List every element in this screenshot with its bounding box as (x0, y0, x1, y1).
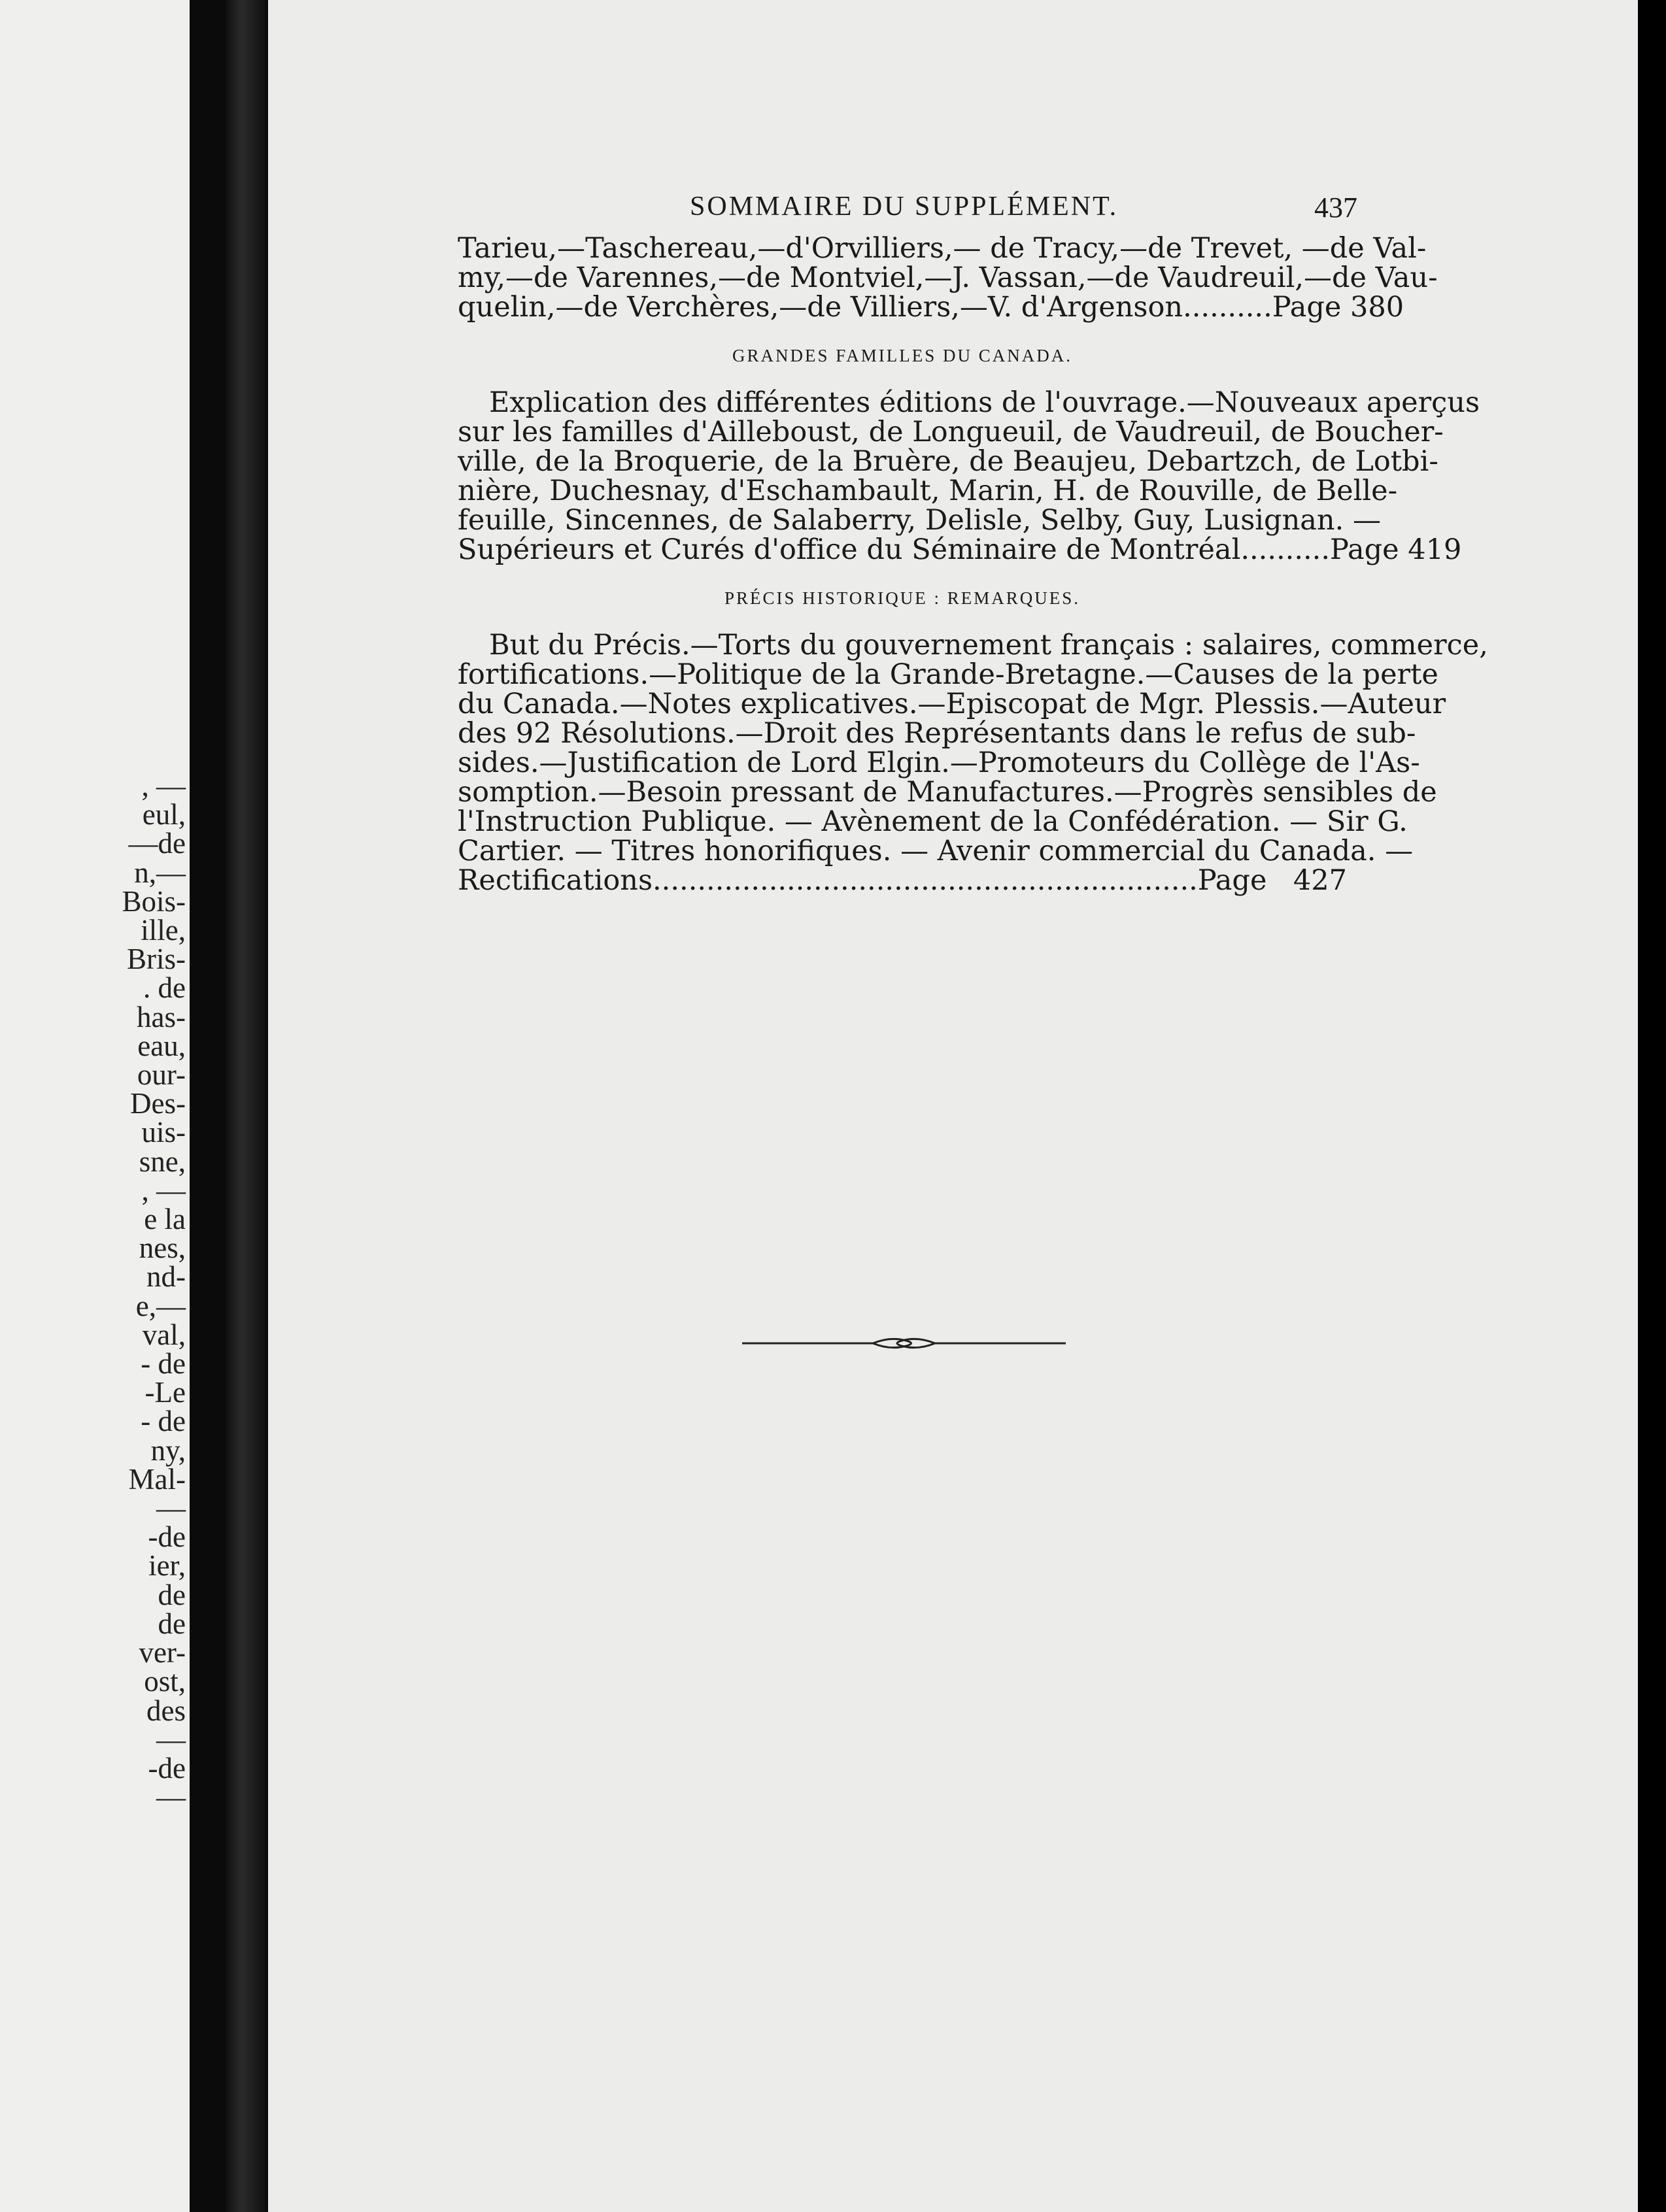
fragment-line: - de (141, 1405, 186, 1438)
fragment-line: de (158, 1607, 186, 1640)
fragment-line: -Le (144, 1376, 186, 1409)
fragment-line: de (158, 1578, 186, 1611)
text-line: Explication des différentes éditions de l'ouvrage.—Nouveaux aperçus (489, 386, 1480, 419)
fragment-line: ost, (144, 1665, 186, 1698)
fragment-line: — (156, 1781, 186, 1814)
fragment-line: , — (141, 769, 186, 802)
text-line: somption.—Besoin pressant de Manufactures.—Progrès sensibles de (458, 776, 1437, 809)
text-line: des 92 Résolutions.—Droit des Représentants dans le refus de sub- (458, 717, 1416, 750)
previous-page-line-endings (0, 769, 190, 1814)
fragment-line: ny, (150, 1433, 186, 1467)
text-line: sides.—Justification de Lord Elgin.—Promoteurs du Collège de l'As- (458, 746, 1420, 779)
page-number: 437 (1314, 192, 1357, 224)
fragment-line: -de (148, 1520, 186, 1554)
section-heading-precis-historique: PRÉCIS HISTORIQUE : REMARQUES. (724, 588, 1081, 608)
fragment-line: Bois- (122, 884, 186, 918)
fragment-line: val, (142, 1318, 186, 1351)
section-paragraph-grandes-familles (458, 386, 1480, 566)
fragment-line: des (146, 1694, 186, 1727)
text-line: ville, de la Broquerie, de la Bruère, de Beaujeu, Debartzch, de Lotbi- (458, 445, 1438, 478)
fragment-line: ver- (139, 1636, 186, 1669)
ornament-rule (742, 1333, 1066, 1353)
fragment-line: - de (141, 1347, 186, 1381)
running-title: SOMMAIRE DU SUPPLÉMENT. (690, 192, 1119, 222)
text-line: nière, Duchesnay, d'Eschambault, Marin, H. de Rouville, de Belle- (458, 475, 1398, 507)
text-line: feuille, Sincennes, de Salaberry, Delisle, Selby, Guy, Lusignan. — (458, 504, 1381, 537)
fragment-line: our- (137, 1058, 186, 1092)
text-line: Cartier. — Titres honorifiques. — Avenir commercial du Canada. — (458, 835, 1414, 867)
fragment-line: -de (148, 1751, 186, 1785)
fragment-line: nd- (146, 1260, 186, 1294)
fragment-line: . de (143, 971, 186, 1005)
text-line: sur les familles d'Ailleboust, de Longueuil, de Vaudreuil, de Boucher- (458, 416, 1444, 448)
previous-page-fragment (0, 0, 190, 2212)
fragment-line: e,— (135, 1289, 186, 1322)
text-line: Supérieurs et Curés d'office du Séminaire de Montréal..........Page 419 (458, 533, 1462, 566)
fragment-line: has- (137, 1000, 186, 1033)
text-line: l'Instruction Publique. — Avènement de la Confédération. — Sir G. (458, 805, 1408, 838)
fragment-line: Bris- (127, 943, 186, 976)
text-line: my,—de Varennes,—de Montviel,—J. Vassan,—de Vaudreuil,—de Vau- (458, 261, 1438, 294)
fragment-line: e la (144, 1203, 186, 1236)
page-content (458, 191, 1488, 897)
text-line: fortifications.—Politique de la Grande-Bretagne.—Causes de la perte (458, 658, 1438, 691)
fragment-line: Mal- (128, 1462, 186, 1496)
section-paragraph-precis-historique (458, 629, 1488, 897)
page (268, 0, 1638, 2212)
continuation-paragraph (458, 232, 1438, 324)
section-heading-grandes-familles: GRANDES FAMILLES DU CANADA. (732, 346, 1072, 365)
fragment-line: uis- (141, 1116, 186, 1149)
running-head (458, 191, 1357, 230)
text-line: Tarieu,—Taschereau,—d'Orvilliers,— de Tracy,—de Trevet, —de Val- (458, 232, 1427, 265)
fragment-line: — (156, 1492, 186, 1525)
spine (226, 0, 265, 2212)
fragment-line: eul, (142, 798, 186, 831)
fragment-line: sne, (139, 1145, 186, 1178)
fragment-line: eau, (137, 1029, 186, 1062)
fragment-line: —de (128, 827, 186, 860)
fragment-line: n,— (134, 856, 186, 889)
fragment-line: — (156, 1722, 186, 1756)
text-line: du Canada.—Notes explicatives.—Episcopat de Mgr. Plessis.—Auteur (458, 688, 1446, 720)
text-line: Rectifications.............................................................Page 427 (458, 864, 1347, 897)
fragment-line: Des- (130, 1087, 186, 1120)
text-line: But du Précis.—Torts du gouvernement français : salaires, commerce, (489, 629, 1488, 662)
text-line: quelin,—de Verchères,—de Villiers,—V. d'Argenson..........Page 380 (458, 291, 1404, 324)
fragment-line: ier, (148, 1549, 186, 1583)
fragment-line: ille, (141, 914, 186, 947)
fragment-line: nes, (139, 1232, 186, 1265)
fragment-line: , — (141, 1173, 186, 1207)
